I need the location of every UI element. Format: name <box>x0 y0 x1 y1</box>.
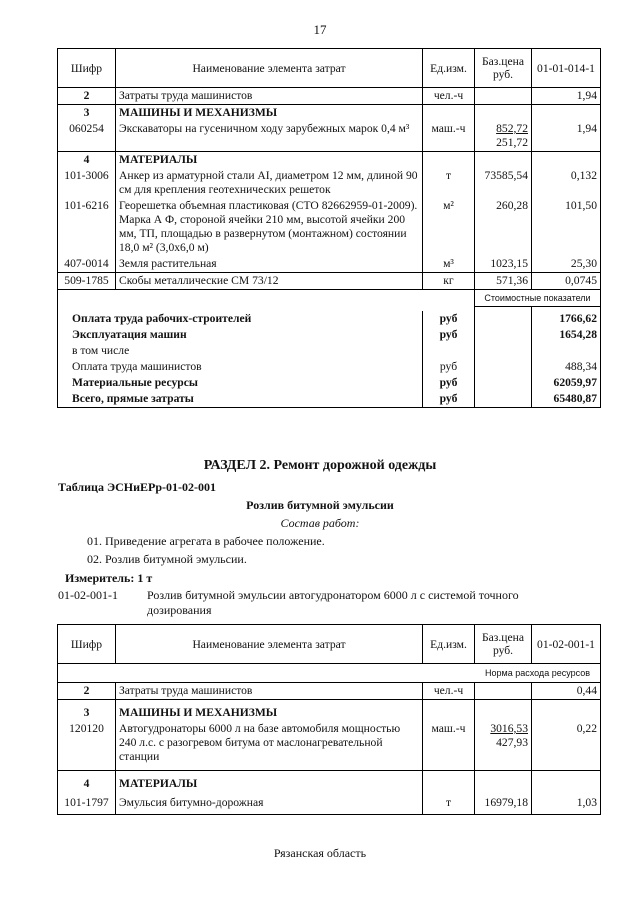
col-norm-code-header: 01-02-001-1 <box>532 625 601 664</box>
row-unit: кг <box>423 273 475 290</box>
row-unit: м² <box>423 198 475 256</box>
row-code: 101-3006 <box>58 168 116 198</box>
table-header <box>58 625 601 664</box>
row-value: 25,30 <box>570 257 597 270</box>
table-row <box>58 105 601 122</box>
row-code: 4 <box>58 771 116 793</box>
price-bottom: 427,93 <box>496 736 528 749</box>
row-value: 1,94 <box>576 122 597 135</box>
table-label: Таблица ЭСНиЕРр-01-02-001 <box>58 480 217 494</box>
row-value: 1,03 <box>576 796 597 809</box>
price-top: 852,72 <box>496 122 528 135</box>
row-unit: чел.-ч <box>423 88 475 105</box>
work-item: 02. Розлив битумной эмульсии. <box>87 552 247 566</box>
row-value: 0,22 <box>576 722 597 735</box>
row-name: Скобы металлические СМ 73/12 <box>116 273 423 290</box>
cost-value: 65480,87 <box>553 391 597 405</box>
row-name: Затраты труда машинистов <box>116 88 423 105</box>
row-name: Затраты труда машинистов <box>116 683 423 700</box>
row-price: 571,36 <box>475 273 532 290</box>
col-code-header: Шифр <box>58 49 116 88</box>
row-name: Земля растительная <box>116 256 423 273</box>
cost-name: Оплата труда машинистов <box>58 359 423 375</box>
cost-value: 62059,97 <box>553 375 597 389</box>
cost-value: 1654,28 <box>559 327 597 341</box>
section-title: РАЗДЕЛ 2. Ремонт дорожной одежды <box>203 458 437 473</box>
row-name: Экскаваторы на гусеничном ходу зарубежных марок 0,4 м³ <box>116 121 423 152</box>
row-name: Анкер из арматурной стали AI, диаметром 12 мм, длиной 90 см для крепления геотехнических решеток <box>116 168 423 198</box>
cost-row <box>58 343 601 359</box>
col-unit-header: Ед.изм. <box>423 49 475 88</box>
table-row <box>58 256 601 273</box>
cost-row <box>58 311 601 327</box>
table-row <box>58 168 601 198</box>
cost-table-2 <box>57 624 601 815</box>
table-row <box>58 273 601 290</box>
table-row <box>58 121 601 152</box>
table-row <box>58 198 601 256</box>
cost-unit: руб <box>423 391 475 408</box>
row-unit: м³ <box>423 256 475 273</box>
cost-row <box>58 327 601 343</box>
table-row <box>58 792 601 815</box>
cost-row <box>58 391 601 408</box>
col-unit-header: Ед.изм. <box>423 625 475 664</box>
row-value: 101,50 <box>565 199 597 212</box>
cost-unit: руб <box>423 311 475 327</box>
col-name-header: Наименование элемента затрат <box>116 49 423 88</box>
row-value: 0,44 <box>576 684 597 697</box>
cost-row <box>58 359 601 375</box>
table-header <box>58 49 601 88</box>
cost-header-row <box>58 290 601 307</box>
row-price <box>475 721 532 771</box>
col-name-header: Наименование элемента затрат <box>116 625 423 664</box>
norm-consumption-header: Норма расхода ресурсов <box>58 664 601 683</box>
table-row <box>58 771 601 793</box>
row-code: 060254 <box>58 121 116 152</box>
cost-table-1 <box>57 48 601 408</box>
row-price <box>475 121 532 152</box>
table-row <box>58 683 601 700</box>
row-unit: т <box>423 792 475 815</box>
row-section-title: МАТЕРИАЛЫ <box>116 152 423 169</box>
cost-name: Эксплуатация машин <box>58 327 423 343</box>
row-unit: маш.-ч <box>423 721 475 771</box>
cost-unit: руб <box>423 375 475 391</box>
row-section-title: МАШИНЫ И МЕХАНИЗМЫ <box>116 700 423 722</box>
row-value: 1,94 <box>576 89 597 102</box>
table-subtitle: Розлив битумной эмульсии <box>246 498 394 512</box>
row-name: Автогудронаторы 6000 л на базе автомобиля мощностью 240 л.с. с разогревом битума от маслонагревательной станции <box>116 721 423 771</box>
row-price <box>475 88 532 105</box>
work-composition-title: Состав работ: <box>280 516 360 530</box>
row-code: 3 <box>58 105 116 122</box>
norm-header-row <box>58 664 601 683</box>
row-price: 73585,54 <box>475 168 532 198</box>
norm-description: Розлив битумной эмульсии автогудронатором 6000 л с системой точного дозирования <box>147 588 519 617</box>
row-section-title: МАТЕРИАЛЫ <box>116 771 423 793</box>
cost-name: в том числе <box>58 343 423 359</box>
cost-value: 488,34 <box>565 359 597 373</box>
row-section-title: МАШИНЫ И МЕХАНИЗМЫ <box>116 105 423 122</box>
table-row <box>58 700 601 722</box>
row-name: Эмульсия битумно-дорожная <box>116 792 423 815</box>
row-unit: чел.-ч <box>423 683 475 700</box>
norm-code: 01-02-001-1 <box>58 588 118 602</box>
cost-row <box>58 375 601 391</box>
cost-name: Оплата труда рабочих-строителей <box>58 311 423 327</box>
col-code-header: Шифр <box>58 625 116 664</box>
col-price-header: Баз.цена руб. <box>475 625 532 664</box>
table-row <box>58 721 601 771</box>
cost-unit: руб <box>423 359 475 375</box>
cost-unit: руб <box>423 327 475 343</box>
cost-value: 1766,62 <box>559 311 597 325</box>
row-code: 3 <box>58 700 116 722</box>
cost-name: Материальные ресурсы <box>58 375 423 391</box>
table-row <box>58 88 601 105</box>
col-norm-code-header: 01-01-014-1 <box>532 49 601 88</box>
row-price: 16979,18 <box>475 792 532 815</box>
row-code: 407-0014 <box>58 256 116 273</box>
work-item: 01. Приведение агрегата в рабочее положение. <box>87 534 325 548</box>
price-bottom: 251,72 <box>496 136 528 149</box>
page-number: 17 <box>313 22 327 37</box>
row-unit: т <box>423 168 475 198</box>
row-code: 509-1785 <box>58 273 116 290</box>
cost-indicators-header: Стоимостные показатели <box>475 290 601 307</box>
row-name: Георешетка объемная пластиковая (СТО 82662959-01-2009). Марка А Ф, стороной ячейки 210 мм, высотой ячейки 200 мм, ТП, площадью в развернутом (монтажном) состоянии 18,0 м² (3,0х6,0 м) <box>116 198 423 256</box>
row-price <box>475 683 532 700</box>
cost-name: Всего, прямые затраты <box>58 391 423 408</box>
row-price: 1023,15 <box>475 256 532 273</box>
measure: Измеритель: 1 т <box>65 571 153 585</box>
row-code: 2 <box>58 88 116 105</box>
col-price-header: Баз.цена руб. <box>475 49 532 88</box>
row-code: 101-1797 <box>58 792 116 815</box>
row-code: 120120 <box>58 721 116 771</box>
row-code: 2 <box>58 683 116 700</box>
footer-region: Рязанская область <box>273 846 367 860</box>
table-row <box>58 152 601 169</box>
row-price: 260,28 <box>475 198 532 256</box>
row-code: 4 <box>58 152 116 169</box>
row-unit: маш.-ч <box>423 121 475 152</box>
row-value: 0,0745 <box>532 273 601 290</box>
price-top: 3016,53 <box>490 722 528 735</box>
row-value: 0,132 <box>570 169 597 182</box>
row-code: 101-6216 <box>58 198 116 256</box>
